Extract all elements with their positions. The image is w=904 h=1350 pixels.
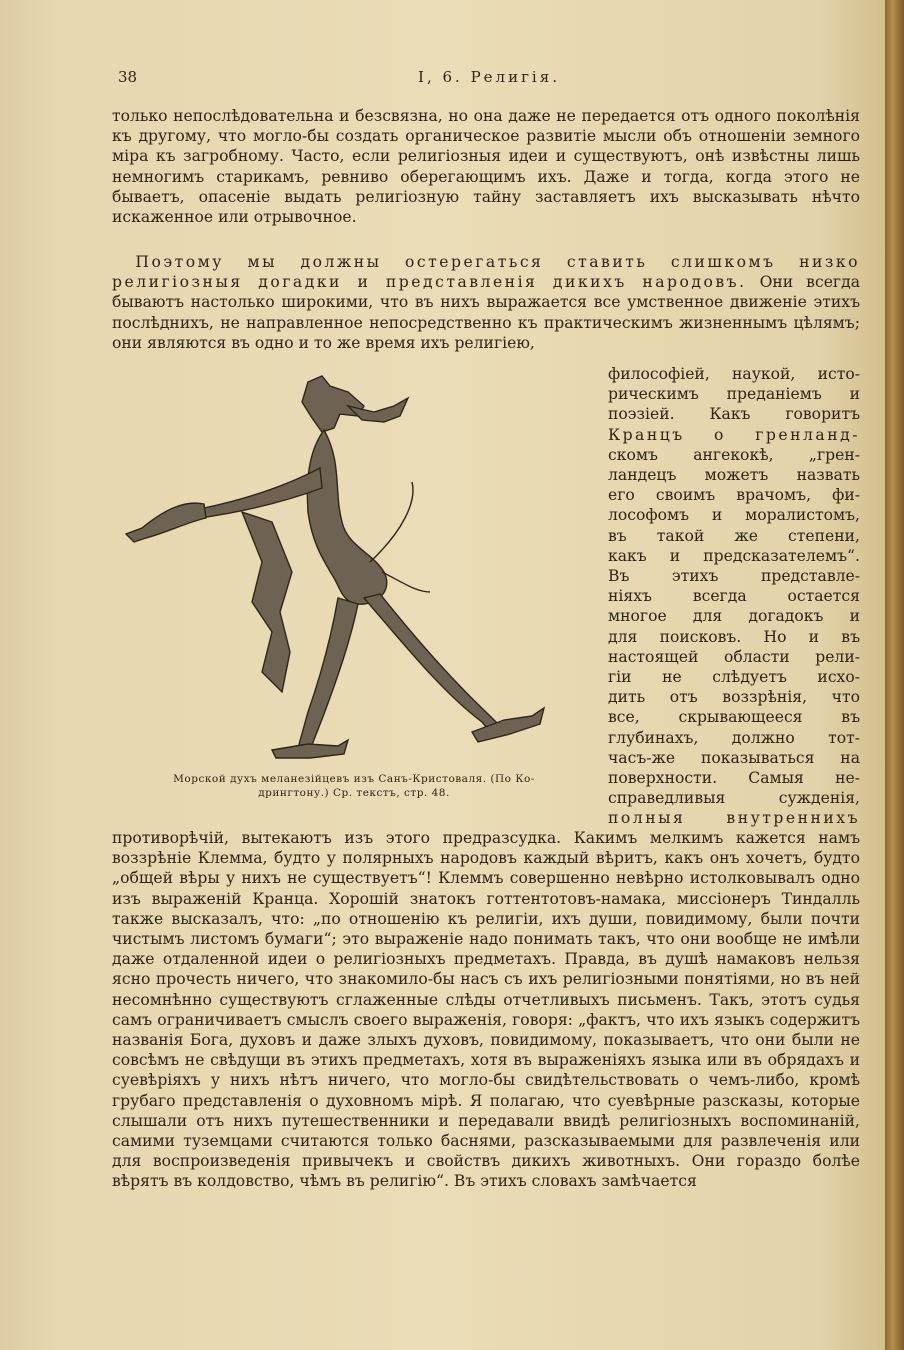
side-line: въ такой же степени,	[608, 526, 860, 545]
paragraph-1	[112, 106, 860, 227]
spirit-head	[302, 376, 364, 432]
side-line: Въ этихъ представле-	[608, 567, 860, 586]
side-line: дить отъ воззрѣнія, что	[608, 688, 860, 707]
side-line: для поисковъ. Но и въ	[608, 627, 860, 646]
fish-cluster	[242, 512, 292, 692]
paragraph-1-text: только непослѣдовательна и безсвязна, но она даже не передается отъ одного поколѣнія къ другому, что могло-бы создать органическое развитіе мысли объ отношеніи земного міра къ загробному. Часто, если религіозныя идеи и существуютъ, онѣ извѣстны лишь немногимъ старикамъ, ревниво оберегающимъ ихъ. Даже и тогда, когда этого не бываетъ, опасеніе выдать религіозную тайну заставляетъ ихъ высказывать нѣчто искаженное или отрывочное.	[112, 107, 860, 227]
side-line: ландецъ можетъ назвать	[608, 466, 860, 485]
figure	[112, 372, 596, 822]
side-line: скомъ ангекокѣ, „грен-	[608, 445, 860, 464]
side-line: справедливыя сужденія,	[608, 789, 860, 808]
side-line: лософомъ и моралистомъ,	[608, 506, 860, 525]
running-head: I, 6. Религія.	[418, 68, 560, 86]
paragraph-2	[112, 252, 860, 353]
side-column	[608, 364, 860, 829]
side-line: Кранцъ о гренланд-	[608, 425, 860, 444]
back-fin	[370, 482, 413, 562]
side-line: гіи не слѣдуетъ исхо-	[608, 668, 860, 687]
right-leg	[364, 594, 500, 734]
side-line: все, скрывающееся въ	[608, 708, 860, 727]
left-leg	[298, 598, 358, 750]
side-line: рическимъ преданіемъ и	[608, 385, 860, 404]
figure-caption	[112, 772, 596, 800]
tail-fin	[382, 572, 430, 592]
side-line: настоящей области рели-	[608, 647, 860, 666]
side-line: полныя внутреннихъ	[608, 809, 860, 828]
side-line: поэзіей. Какъ говоритъ	[608, 405, 860, 424]
paragraph-2-text	[112, 252, 860, 353]
side-line: часъ-же показываться на	[608, 748, 860, 767]
page-number: 38	[118, 68, 138, 86]
paragraph-3	[112, 828, 860, 1192]
side-line: философіей, наукой, исто-	[608, 365, 860, 383]
sea-spirit-illustration	[112, 372, 596, 782]
caption-line-2: дрингтону.) Ср. текстъ, стр. 48.	[258, 787, 450, 799]
book-spine-edge	[885, 0, 904, 1350]
side-line: поверхности. Самыя не-	[608, 769, 860, 788]
paragraph-3-text: противорѣчій, вытекаютъ изъ этого предразсудка. Какимъ мелкимъ кажется намъ воззрѣніе Клемма, будто у полярныхъ народовъ каждый вѣритъ, какъ онъ хочетъ, будто „общей вѣры у нихъ не существуетъ“! Клеммъ совершенно невѣрно истолковывалъ одно изъ выраженій Кранца. Хорошій знатокъ готтентотовъ-намака, миссіонеръ Тиндалль также высказалъ, что: „по отношенію къ религіи, ихъ души, повидимому, были почти чистымъ листомъ бумаги“; это выраженіе надо понимать такъ, что они вообще не имѣли даже отдаленной идеи о религіозныхъ предметахъ. Правда, въ душѣ намаковъ нельзя ясно прочесть ничего, что знакомило-бы насъ съ ихъ религіозными понятіями, но въ ней несомнѣнно существуютъ сглаженные слѣды отчетливыхъ письменъ. Такъ, этотъ судья самъ ограничиваетъ смыслъ своего выраженія, говоря: „фактъ, что ихъ языкъ содержитъ названія Бога, духовъ и даже злыхъ духовъ, повидимому, показываетъ, что они были не совсѣмъ не свѣдущи въ этихъ предметахъ, хотя въ выраженіяхъ языка или въ обрядахъ и суевѣріяхъ у нихъ нѣтъ ничего, что могло-бы свидѣтельствовать о чемъ-либо, кромѣ грубаго представленія о духовномъ мірѣ. Я полагаю, что суевѣрные разсказы, которые слышали отъ нихъ путешественники и передавали ввидѣ религіозныхъ воспоминаній, самими туземцами считаются только баснями, разсказываемыми для развлеченія или для воспроизведенія привычекъ и свойствъ дикихъ животныхъ. Они гораздо болѣе вѣрятъ въ колдовство, чѣмъ въ религію“. Въ этихъ словахъ замѣчается	[112, 829, 860, 1191]
side-line: ніяхъ всегда остается	[608, 587, 860, 606]
paragraph-2-rest: Они всегда бываютъ настолько широкими, что въ нихъ выражается все умственное движеніе этихъ послѣднихъ, не направленное непосредственно къ практическимъ жизненнымъ цѣлямъ; они являются въ одно и то же время ихъ религіею,	[112, 273, 860, 352]
held-fish	[126, 503, 206, 542]
spirit-body	[307, 430, 386, 604]
side-line: какъ и предсказателемъ“.	[608, 546, 860, 565]
side-line: многое для догадокъ и	[608, 607, 860, 626]
spirit-arm	[200, 468, 322, 518]
caption-line-1: Морской духъ меланезійцевъ изъ Санъ-Кристоваля. (По Ко-	[173, 773, 535, 785]
side-line: глубинахъ, должно тот-	[608, 728, 860, 747]
side-line: его своимъ врачомъ, фи-	[608, 486, 860, 505]
paragraph-2-lead: Поэтому мы должны остерегаться ставить слишкомъ низко религіозныя догадки и представленія дикихъ народовъ.	[112, 253, 860, 292]
page-header	[118, 68, 860, 90]
